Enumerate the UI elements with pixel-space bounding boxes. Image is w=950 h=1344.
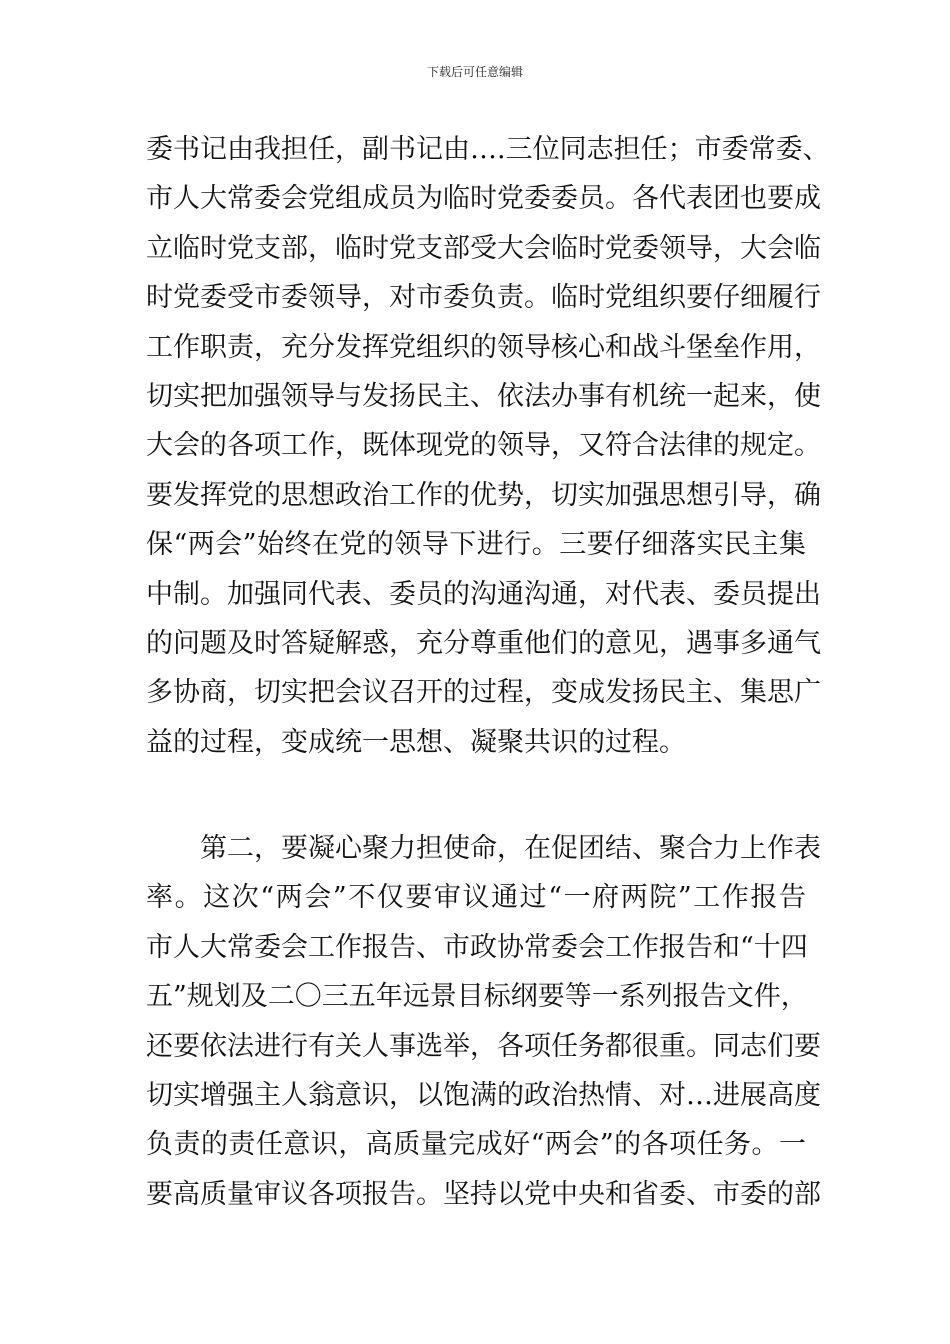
text-line: 时党委受市委领导，对市委负责。临时党组织要仔细履行 <box>146 282 821 314</box>
paragraph-1 <box>146 125 830 767</box>
text-line: 中制。加强同代表、委员的沟通沟通，对代表、委员提出 <box>146 578 821 610</box>
text-line: 保“两会”始终在党的领导下进行。三要仔细落实民主集 <box>146 529 806 561</box>
text-line: 的问题及时答疑解惑，充分尊重他们的意见，遇事多通气 <box>146 627 821 659</box>
text-line: 立临时党支部，临时党支部受大会临时党委领导，大会临 <box>146 232 821 264</box>
text-line: 还要依法进行有关人事选举，各项任务都很重。同志们要 <box>146 1030 821 1062</box>
page-header: 下载后可任意编辑 <box>426 65 523 79</box>
text-line: 大会的各项工作，既体现党的领导，又符合法律的规定。 <box>146 430 821 462</box>
text-line: 工作职责，充分发挥党组织的领导核心和战斗堡垒作用， <box>146 331 821 363</box>
text-line: 益的过程，变成统一思想、凝聚共识的过程。 <box>146 726 686 758</box>
text-line: 多协商，切实把会议召开的过程，变成发扬民主、集思广 <box>146 677 821 709</box>
text-line: 率。这次“两会”不仅要审议通过“一府两院”工作报告 <box>146 882 806 914</box>
text-line: 切实把加强领导与发扬民主、依法办事有机统一起来，使 <box>146 380 821 412</box>
text-line: 委书记由我担任，副书记由….三位同志担任；市委常委、 <box>146 134 830 165</box>
text-line: 市人大常委会工作报告、市政协常委会工作报告和“十四 <box>146 931 808 963</box>
text-line: 要高质量审议各项报告。坚持以党中央和省委、市委的部 <box>146 1178 821 1210</box>
text-line: 市人大常委会党组成员为临时党委委员。各代表团也要成 <box>146 183 821 215</box>
text-line: 五”规划及二〇三五年远景目标纲要等一系列报告文件， <box>146 981 808 1013</box>
text-line: 切实增强主人翁意识，以饱满的政治热情、对…进展高度 <box>146 1079 821 1111</box>
text-line: 第二，要凝心聚力担使命，在促团结、聚合力上作表 <box>200 833 821 864</box>
paragraph-2 <box>146 824 821 1219</box>
text-line: 负责的责任意识，高质量完成好“两会”的各项任务。一 <box>146 1129 806 1161</box>
text-line: 要发挥党的思想政治工作的优势，切实加强思想引导，确 <box>146 479 821 511</box>
